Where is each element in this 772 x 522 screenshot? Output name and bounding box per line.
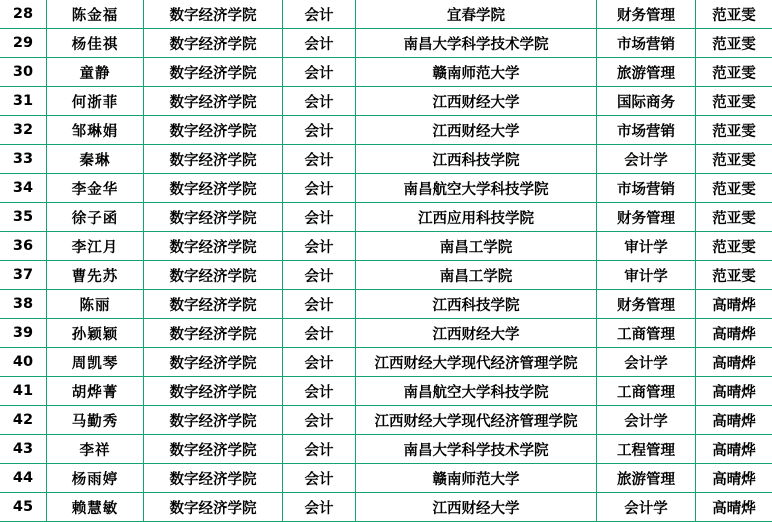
cell-major: 会计 (283, 58, 356, 87)
cell-major: 会计 (283, 29, 356, 58)
cell-name: 马勤秀 (47, 406, 144, 435)
cell-field: 旅游管理 (597, 58, 696, 87)
cell-teacher: 范亚雯 (696, 58, 772, 87)
cell-school: 南昌航空大学科技学院 (356, 377, 597, 406)
cell-school: 南昌大学科学技术学院 (356, 29, 597, 58)
cell-college: 数字经济学院 (144, 377, 283, 406)
cell-major: 会计 (283, 203, 356, 232)
cell-college: 数字经济学院 (144, 406, 283, 435)
cell-field: 市场营销 (597, 29, 696, 58)
cell-school: 江西科技学院 (356, 145, 597, 174)
cell-index: 33 (0, 145, 47, 174)
cell-college: 数字经济学院 (144, 174, 283, 203)
table-row (0, 29, 772, 58)
cell-index: 30 (0, 58, 47, 87)
cell-major: 会计 (283, 464, 356, 493)
cell-college: 数字经济学院 (144, 493, 283, 522)
cell-major: 会计 (283, 145, 356, 174)
cell-major: 会计 (283, 348, 356, 377)
cell-school: 宜春学院 (356, 0, 597, 29)
cell-college: 数字经济学院 (144, 87, 283, 116)
cell-teacher: 高晴烨 (696, 464, 772, 493)
cell-field: 会计学 (597, 493, 696, 522)
cell-college: 数字经济学院 (144, 319, 283, 348)
cell-college: 数字经济学院 (144, 348, 283, 377)
cell-major: 会计 (283, 319, 356, 348)
cell-college: 数字经济学院 (144, 290, 283, 319)
cell-teacher: 范亚雯 (696, 203, 772, 232)
table-row (0, 435, 772, 464)
cell-index: 37 (0, 261, 47, 290)
cell-major: 会计 (283, 406, 356, 435)
cell-index: 32 (0, 116, 47, 145)
cell-teacher: 高晴烨 (696, 348, 772, 377)
cell-teacher: 范亚雯 (696, 0, 772, 29)
cell-index: 34 (0, 174, 47, 203)
cell-teacher: 范亚雯 (696, 145, 772, 174)
cell-index: 40 (0, 348, 47, 377)
cell-index: 35 (0, 203, 47, 232)
cell-college: 数字经济学院 (144, 435, 283, 464)
cell-field: 旅游管理 (597, 464, 696, 493)
cell-major: 会计 (283, 174, 356, 203)
table-row (0, 58, 772, 87)
cell-teacher: 高晴烨 (696, 435, 772, 464)
cell-school: 江西财经大学 (356, 87, 597, 116)
table-row (0, 203, 772, 232)
cell-teacher: 高晴烨 (696, 290, 772, 319)
cell-index: 43 (0, 435, 47, 464)
cell-college: 数字经济学院 (144, 232, 283, 261)
cell-college: 数字经济学院 (144, 0, 283, 29)
table-row (0, 261, 772, 290)
table-row (0, 319, 772, 348)
cell-field: 财务管理 (597, 0, 696, 29)
cell-school: 南昌航空大学科技学院 (356, 174, 597, 203)
table-row (0, 377, 772, 406)
cell-name: 李金华 (47, 174, 144, 203)
cell-index: 41 (0, 377, 47, 406)
cell-school: 江西财经大学 (356, 493, 597, 522)
cell-name: 童静 (47, 58, 144, 87)
cell-index: 36 (0, 232, 47, 261)
cell-name: 胡烨菁 (47, 377, 144, 406)
cell-name: 孙颖颖 (47, 319, 144, 348)
cell-school: 南昌工学院 (356, 261, 597, 290)
cell-college: 数字经济学院 (144, 58, 283, 87)
cell-name: 赖慧敏 (47, 493, 144, 522)
cell-name: 曹先苏 (47, 261, 144, 290)
cell-index: 39 (0, 319, 47, 348)
cell-name: 李祥 (47, 435, 144, 464)
cell-field: 会计学 (597, 406, 696, 435)
cell-name: 杨雨婷 (47, 464, 144, 493)
cell-major: 会计 (283, 116, 356, 145)
table-row (0, 406, 772, 435)
table-row (0, 232, 772, 261)
cell-school: 江西科技学院 (356, 290, 597, 319)
cell-college: 数字经济学院 (144, 29, 283, 58)
cell-teacher: 高晴烨 (696, 493, 772, 522)
cell-major: 会计 (283, 261, 356, 290)
cell-school: 赣南师范大学 (356, 464, 597, 493)
cell-major: 会计 (283, 435, 356, 464)
cell-school: 江西财经大学现代经济管理学院 (356, 348, 597, 377)
cell-name: 周凯琴 (47, 348, 144, 377)
cell-teacher: 范亚雯 (696, 29, 772, 58)
cell-name: 邹琳娟 (47, 116, 144, 145)
cell-teacher: 范亚雯 (696, 116, 772, 145)
table-row (0, 0, 772, 29)
cell-index: 29 (0, 29, 47, 58)
cell-index: 45 (0, 493, 47, 522)
cell-major: 会计 (283, 232, 356, 261)
cell-field: 工商管理 (597, 319, 696, 348)
cell-teacher: 范亚雯 (696, 174, 772, 203)
cell-field: 市场营销 (597, 116, 696, 145)
cell-teacher: 高晴烨 (696, 377, 772, 406)
cell-name: 李江月 (47, 232, 144, 261)
cell-teacher: 高晴烨 (696, 406, 772, 435)
cell-college: 数字经济学院 (144, 116, 283, 145)
cell-school: 江西财经大学 (356, 319, 597, 348)
cell-field: 市场营销 (597, 174, 696, 203)
cell-major: 会计 (283, 377, 356, 406)
cell-school: 南昌大学科学技术学院 (356, 435, 597, 464)
cell-major: 会计 (283, 0, 356, 29)
cell-name: 杨佳祺 (47, 29, 144, 58)
cell-field: 财务管理 (597, 290, 696, 319)
cell-college: 数字经济学院 (144, 464, 283, 493)
cell-field: 会计学 (597, 348, 696, 377)
table-row (0, 290, 772, 319)
cell-name: 徐子函 (47, 203, 144, 232)
cell-school: 南昌工学院 (356, 232, 597, 261)
cell-teacher: 范亚雯 (696, 232, 772, 261)
cell-index: 38 (0, 290, 47, 319)
cell-field: 工商管理 (597, 377, 696, 406)
table-row (0, 493, 772, 522)
cell-teacher: 高晴烨 (696, 319, 772, 348)
cell-field: 审计学 (597, 232, 696, 261)
cell-major: 会计 (283, 290, 356, 319)
cell-school: 江西财经大学 (356, 116, 597, 145)
cell-field: 工程管理 (597, 435, 696, 464)
cell-field: 审计学 (597, 261, 696, 290)
table-row (0, 87, 772, 116)
cell-field: 财务管理 (597, 203, 696, 232)
cell-major: 会计 (283, 87, 356, 116)
cell-school: 赣南师范大学 (356, 58, 597, 87)
cell-index: 42 (0, 406, 47, 435)
table-row (0, 174, 772, 203)
cell-college: 数字经济学院 (144, 261, 283, 290)
cell-index: 28 (0, 0, 47, 29)
cell-college: 数字经济学院 (144, 203, 283, 232)
cell-teacher: 范亚雯 (696, 261, 772, 290)
cell-index: 44 (0, 464, 47, 493)
table-row (0, 464, 772, 493)
cell-name: 秦琳 (47, 145, 144, 174)
cell-school: 江西财经大学现代经济管理学院 (356, 406, 597, 435)
cell-name: 何浙菲 (47, 87, 144, 116)
cell-teacher: 范亚雯 (696, 87, 772, 116)
cell-college: 数字经济学院 (144, 145, 283, 174)
table-row (0, 116, 772, 145)
cell-name: 陈金福 (47, 0, 144, 29)
table-row (0, 348, 772, 377)
table-row (0, 145, 772, 174)
cell-field: 国际商务 (597, 87, 696, 116)
cell-name: 陈丽 (47, 290, 144, 319)
cell-index: 31 (0, 87, 47, 116)
cell-field: 会计学 (597, 145, 696, 174)
cell-school: 江西应用科技学院 (356, 203, 597, 232)
cell-major: 会计 (283, 493, 356, 522)
